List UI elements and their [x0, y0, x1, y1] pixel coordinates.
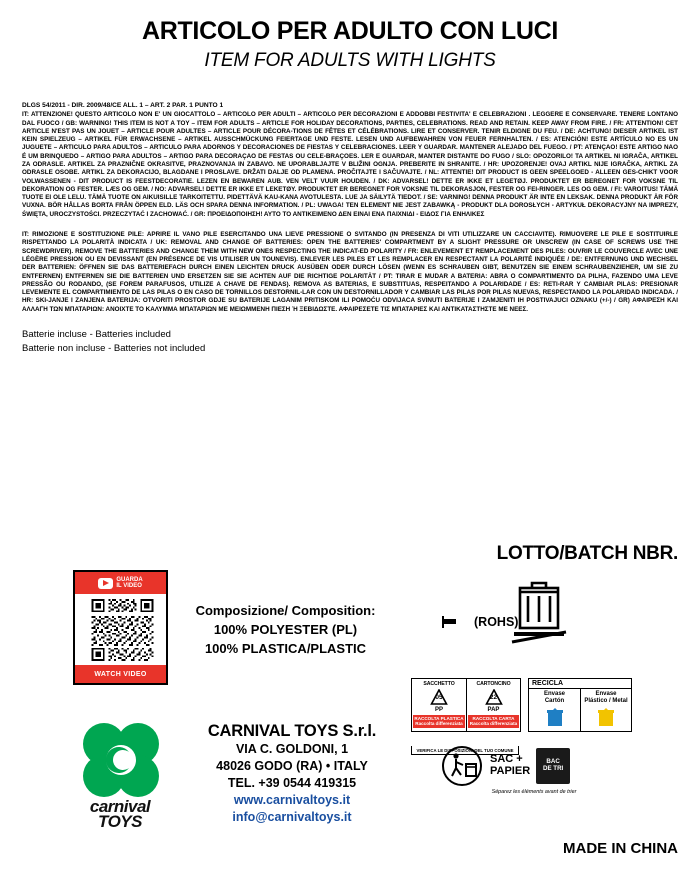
legal-warning-section: [22, 102, 678, 220]
recicla-title: RECICLA: [529, 679, 631, 689]
ce-mark-block: [404, 602, 518, 642]
recycling-paper-title: CARTONCINO: [476, 681, 511, 687]
recicla-blue-bin-icon: [543, 706, 567, 728]
legal-reference: DLGS 54/2011 - DIR. 2009/48/CE ALL. 1 – ART. 2 PAR. 1 PUNTO 1: [22, 101, 224, 109]
composition-material-2: 100% PLASTICA/PLASTIC: [204, 640, 367, 656]
weee-crossed-bin-icon: [506, 570, 572, 648]
company-details: [176, 722, 408, 825]
recicla-box: [528, 678, 632, 732]
company-email[interactable]: info@carnivaltoys.it: [232, 809, 352, 824]
recycling-plastic-band: RACCOLTA PLASTICA Raccolta differenziata: [414, 716, 464, 727]
page-subtitle: ITEM FOR ADULTS WITH LIGHTS: [204, 49, 496, 71]
recycling-code-paper: [466, 679, 520, 731]
recicla-plastic-cell: Envase Plástico / Metal: [580, 689, 631, 731]
footer-graphics-area: [0, 570, 700, 870]
sac-papier-block: [440, 746, 628, 795]
logo-wordmark: carnival TOYS: [89, 797, 151, 831]
legal-warning-text: IT: ATTENZIONE! QUESTO ARTICOLO NON E' UN GIOCATTOLO – ARTICOLO PER ADULTI – ARTICOLO PER DECORAZIONI E ADDOBBI FESTIVITA' E CELEBRAZIONI . LEGGERE E CONSERVARE. TENERE LONTANO DAL FUOCO / GB: WARNING! THIS ITEM IS NOT A TOY – ITEM FOR ADULTS – ARTICLE FOR HOLIDAY DECORATIONS, PARTIES, CELEBRATIONS. READ AND RETAIN. KEEP AWAY FROM FIRE. / FR: ATTENTION! CET ARTICLE N'EST PAS UN JOUET – ARTICLE POUR ADULTES – ARTICLE POUR DÉCORA-TIONS DE FÊTES ET CÉLÉBRATIONS. LIRE ET CONSERVER. TENIR ELDIGNE DU FEU. / DE: ACHTUNG! DIESER ARTIKEL IST KEIN SPIELZEUG – ARTIKEL FÜR ERWACHSENE – ARTIKEL AUSSCHMÜCKUNG FEIERTAGE UND FESTE. LESEN UND AUFBEWAHREN VON FEUER FERNHALTEN. / ES: ATENCIÓN! ESTE ARTÍCULO NO ES UN JUGUETE – ARTICULO PARA ADULTOS – ARTICULO PARA ADORNOS Y DECORACIONES DE FIESTAS Y CELEBRACIONES. LEER Y GUARDAR. MANTENER ALEJADO DEL FUEGO. / PT: ATENÇAO! ESTE ARTIGO NAO É UM BRINQUEDO – ARTIGO PARA ADULTOS – ARTIGO PARA DECORAÇAO DE FESTAS OU CELE-BRAÇOES. LER E GUARDAR, MANTER DISTANTE DO FUGO / SLO: OPOZORILO! TA ARTIKEL NI IGRAČA, ARTIKEL ZA ODRASLE. ARTIKEL ZA PRAZNIČNE OKRASITVE, PRAZNOVANJA IN ZABAVO. NE UPORABLJAJTE V BLIŽINI OGNJA. PREBERITE IN SHRANITE. / HR: UPOZORENJE! OVAJ ARTIKL NIJE IGRAČKA, ARTIKL ZA ODRASLE OSOBE. ARTIKL ZA DEKORACIJO, BLAGDANE I PROSLAVE. DRŽATI DALJE OD PLAMENA. PROČITAJTE I SAČUVAJTE. / NL: ATTENTIE! DIT PRODUCT IS GEEN SPEELGOED - ALLEEN GES-CHIKT VOOR VOLWASSENEN - DIT PRODUCT IS FEESTDECORATIE. LEZEN EN BEWAREN AUB. VEN VELT VUUR HOUDEN. / DK: ADVARSEL! DETTE ER IKKE ET LEGETØJ. PRODUKTET ER BEREGNET FOR VOKSNE TIL DEKORATION OG FESTER. LÆS OG GEM. / NO: ADVARSEL! DETTE ER IKKE ET LEKETØY. PRODUKTET ER BEREGNET FOR VOKSNE TIL DEKORASJON, FESTER OG FEI-RINGER. LES OG GEM. / FI: VAROITUS! TÄMÄ TUOTE EI OLE LELU. TÄMÄ TUOTE ON AIKUISILLE TARKOITETTU. PIDETTÄVÄ KAU-KANA AVOTULESTA. LUE JA SÄILYTÄ TIEDOT. / SE: VARNING! DENNA PRODUKT ÄR INTE EN LEKSAK. DENNA PRODUKT ÄR FÖR VUXNA. BÖR HÅLLAS BORTA FRÅN ÖPPEN ELD. LÄS OCH SPARA DENNA INFORMATION. / PL: UWAGA! TEN ELEMENT NIE JEST ZABAWKĄ - PRODUKT DLA DOROSŁYCH - ARTYKUŁ DEKORACYJNY NA IMPREZY, ŚWIĘTA, UROCZYSTOŚCI. PRZECZYTAĆ I ZACHOWAĆ. / GR: ΠΡΟΕΙΔΟΠΟΙΗΣΗ! ΑΥΤΟ ΤΟ ΑΝΤΙΚΕΙΜΕΝΟ ΔΕΝ ΕΙΝΑΙ ΕΝΑ ΠΑΙΧΝΙΔΙ - ΕΙΔΟΣ ΓΙΑ ΕΝΗΛΙΚΕΣ: [22, 111, 678, 218]
composition-material-1: 100% POLYESTER (PL): [213, 621, 358, 637]
bac-de-tri-icon: BAC DE TRI: [536, 748, 570, 784]
recycling-plastic-abbr: PP: [434, 707, 443, 713]
recycling-paper-number: 22: [489, 693, 498, 701]
recicla-yellow-bin-icon: [594, 706, 618, 728]
recycling-plastic-number: 05: [435, 693, 443, 701]
qr-code-icon: [83, 599, 162, 661]
recicla-carton-cell: Envase Cartón: [529, 689, 580, 731]
qr-badge-header: [75, 572, 166, 594]
sac-papier-text: SAC + PAPIER: [490, 753, 531, 777]
qr-badge-top-line2: IL VIDEO: [116, 583, 142, 589]
youtube-play-icon: [98, 578, 113, 589]
composition-block: [178, 602, 393, 659]
recycling-codes-box: [411, 678, 521, 732]
watch-video-qr-badge[interactable]: [73, 570, 168, 685]
recycling-codes-footer: VERIFICA LE DISPOSIZIONI DEL TUO COMUNE: [416, 747, 514, 753]
rohs-label: (ROHS): [474, 615, 519, 629]
legal-battery-section: [22, 231, 678, 314]
recycling-code-plastic: [412, 679, 466, 731]
recycling-plastic-title: SACCHETTO: [423, 681, 455, 687]
composition-title: Composizione/ Composition:: [195, 603, 376, 618]
watch-video-label: WATCH VIDEO: [75, 665, 166, 683]
company-website[interactable]: www.carnivaltoys.it: [233, 792, 351, 807]
batteries-not-included-line: Batterie non incluse - Batteries not included: [22, 342, 206, 354]
ce-mark-icon: [404, 602, 466, 642]
made-in-label: MADE IN CHINA: [563, 840, 678, 857]
sac-papier-note: Séparez les éléments avant de trier: [491, 789, 577, 795]
page-title: ARTICOLO PER ADULTO CON LUCI: [141, 17, 559, 45]
recycle-person-bin-icon: [440, 746, 484, 786]
page-header: [0, 0, 700, 72]
battery-inclusion-note: [22, 328, 678, 356]
batteries-included-line: Batterie incluse - Batteries included: [22, 329, 171, 341]
batch-number-label: LOTTO/BATCH NBR.: [496, 543, 678, 564]
recycling-plastic-triangle-icon: [429, 689, 449, 707]
company-address-line1: VIA C. GOLDONI, 1: [235, 742, 349, 756]
recycling-paper-triangle-icon: [484, 689, 504, 707]
recycling-paper-band: RACCOLTA CARTA Raccolta differenziata: [469, 716, 518, 727]
clover-logo-icon: [68, 718, 172, 808]
company-name: CARNIVAL TOYS S.r.l.: [207, 722, 377, 740]
company-phone: TEL. +39 0544 419315: [227, 775, 357, 790]
qr-badge-top-line1: GUARDA: [116, 576, 143, 583]
recycling-paper-abbr: PAP: [487, 707, 500, 713]
carnival-toys-logo: [68, 718, 172, 836]
legal-battery-text: IT: RIMOZIONE E SOSTITUZIONE PILE: APRIRE IL VANO PILE ESERCITANDO UNA LIEVE PRESSIONE O SVITANDO (IN PRESENZA DI VITI UTILIZZARE UN CACCIAVITE). RIMUOVERE LE PILE E SOSTITUIRLE RISPETTANDO LA POLARITÀ INDICATA / UK: REMOVAL AND CHANGE OF BATTERIES: OPEN THE BATTERIES' COMPARTMENT BY A SLIGHT PRESSURE OR UNSCREW (IN CASE OF SCREWS USE THE SCREWDRIVER). REMOVE THE BATTERIES AND CHANGE THEM WITH NEW ONES RESPECTING THE INDICAT-ED POLARITY / FR: ENLEVEMENT ET REMPLACEMENT DES PILES: OUVRIR LE COUVERCLE AVEC UNE LÉGÈRE PRESSION OU EN DEVISSANT (EN PRÉSENCE DE VIS UTILISER UN TOUNEVIS). ENLEVER LES PILES ET LES REMPLACER EN RESPECTANT LA POLARITÉ INDIQUÉE / DE: ENTFERNUNG UND WECHSEL DER BATTERIEN: ÖFFNEN SIE DAS BATTERIEFACH DURCH EINEN LEICHTEN DRUCK AUSÜBEN ODER DURCH LÖSEN (WENN ES SCHRAUBEN GIBT, BENUTZEN SIE EINEM SCHRAUBENZIEHER, UM SIE ZU ENTFERNEN) ENTFERNEN SIE DIE BATTERIEN UND ERSETZEN SIE SIE ACHTEN AUF DIE RICHTIGE POLARITÄT / PT: TIRAR E MUDAR A BATERIA: ABRA O COMPARTIMENTO DA PILHA, FAZENDO UMA LEVE PRESSÃO OU RODANDO, (SE FOREM PARAFUSOS, UTILIZE A CHAVE DE FENDAS). REMOVA AS BATERIAS, E SUBSTITUAS, RESPEITANDO A POLARIDADE / ES: RETI-RAR Y CAMBIAR PILAS: PRESIONAR LEVEMENTE EL COMPARTIMIENTO DE LAS PILAS O EN CASO DE TORNILLOS DESTORNIL-LAR CON UN DESTORNILLADOR Y CAMBIAR LAS PILAS POR PILAS NUEVAS, RESPECTANDO LA POLARIDAD INDICADA. / HR: SKI-JANJE I ZANJENA BATERIJA: OTVORITI PROSTOR GDJE SU BATERIJE LAGANIM PRITISKOM ILI POMOĆU ODVIJACA SVINUTI BATERIJE I ZAMJENITI IH POSTIVAJUCI OZNAKU (+/-) / GR) ΑΦΑΙΡΕΣΗ ΚΑΙ ΑΛΛΑΓΗ ΤΩΝ ΜΠΑΤΑΡΙΩΝ: ΑΝΟΙΧΤΕ ΤΟ ΚΑΛΥΜΜΑ ΜΠΑΤΑΡΙΩΝ ΜΕ ΜΕΙΩΜΜΕΝΗ ΠΙΕΣΗ Ή ΞΕΒΙΔΩΣΤΕ. ΑΦΑΙΡΕΣΕΤΕ ΤΙΣ ΜΠΑΤΑΡΙΕΣ ΚΑΙ ΑΝΤΙΚΑΤΑΣΤΗΣΤΕ ΜΕ ΝΕΕΣ.: [22, 231, 678, 313]
company-address-line2: 48026 GODO (RA) • ITALY: [216, 758, 368, 773]
